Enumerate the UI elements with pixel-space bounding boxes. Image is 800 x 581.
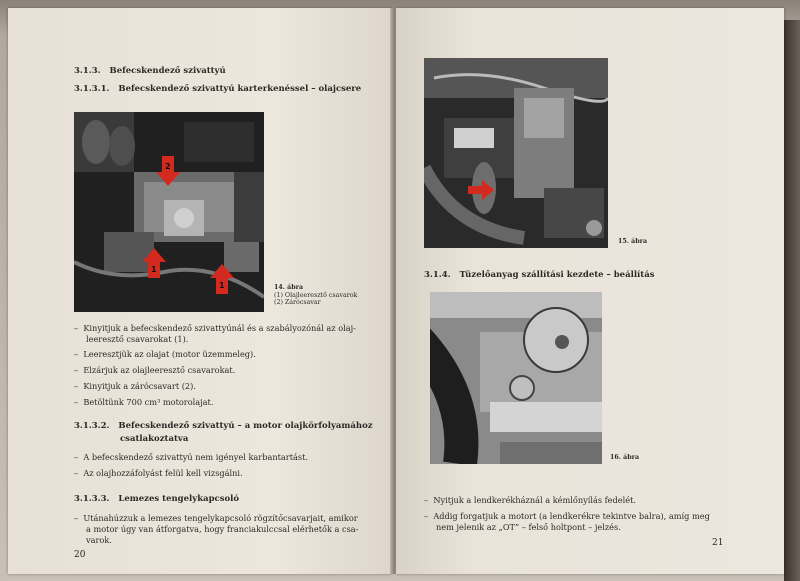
heading-3-1-4 xyxy=(424,270,655,280)
figure-14-caption-line: (1) Olajleeresztő csavarok xyxy=(274,292,358,299)
section-number: 3.1.3. xyxy=(74,66,101,76)
list-item: – Az olajhozzáfolyást felül kell vizsgálni. xyxy=(74,468,243,478)
arrow-number: 1 xyxy=(219,281,225,290)
list-item-continuation: leeresztő csavarokat (1). xyxy=(86,334,189,344)
right-page xyxy=(396,8,784,574)
heading-3-1-3-2 xyxy=(74,421,373,431)
heading-3-1-3-3 xyxy=(74,494,239,504)
list-item-text: Kinyitjuk a befecskendező szivattyúnál és a szabályozónál az olaj- xyxy=(83,323,356,333)
section-number: 3.1.4. xyxy=(424,270,451,280)
list-item: – Addig forgatjuk a motort (a lendkerékre tekintve balra), amíg meg xyxy=(424,511,710,521)
list-item-continuation: varok. xyxy=(86,535,112,545)
list-item-text: Utánahúzzuk a lemezes tengelykapcsoló rögzítőcsavarjait, amikor xyxy=(83,513,358,523)
figure-15-caption: 15. ábra xyxy=(618,238,648,245)
figure-16-photo xyxy=(430,292,602,464)
list-item-text: A befecskendező szivattyú nem igényel karbantartást. xyxy=(83,452,308,462)
page-number: 21 xyxy=(712,538,724,548)
section-title: Tüzelőanyag szállítási kezdete – beállítás xyxy=(459,270,655,280)
book-edge xyxy=(784,20,800,581)
figure-14-caption-title: 14. ábra xyxy=(274,284,304,291)
arrow-number: 2 xyxy=(165,162,171,171)
list-item: – Nyitjuk a lendkerékháznál a kémlőnyílás fedelét. xyxy=(424,495,636,505)
list-item-text: Leeresztjük az olajat (motor üzemmeleg). xyxy=(83,349,256,359)
list-item: – Elzárjuk az olajleeresztő csavarokat. xyxy=(74,365,236,375)
list-item-text: Az olajhozzáfolyást felül kell vizsgálni. xyxy=(83,468,243,478)
list-item-text: Elzárjuk az olajleeresztő csavarokat. xyxy=(83,365,236,375)
list-item-text: Betöltünk 700 cm³ motorolajat. xyxy=(83,397,214,407)
list-item-text: Addig forgatjuk a motort (a lendkerékre tekintve balra), amíg meg xyxy=(433,511,710,521)
list-item: – Kinyitjuk a zárócsavart (2). xyxy=(74,381,196,391)
list-item-continuation: nem jelenik az „OT” – felső holtpont – jelzés. xyxy=(436,522,621,532)
section-title-continuation: csatlakoztatva xyxy=(120,434,189,444)
figure-14-caption-line: (2) Zárócsavar xyxy=(274,299,321,306)
section-number: 3.1.3.2. xyxy=(74,421,110,431)
list-item-continuation: a motor úgy van átforgatva, hogy franciakulccsal elérhetők a csa- xyxy=(86,524,359,534)
list-item-text: Kinyitjuk a zárócsavart (2). xyxy=(83,381,196,391)
left-page xyxy=(8,8,392,574)
section-number: 3.1.3.3. xyxy=(74,494,110,504)
page-number: 20 xyxy=(74,550,86,560)
heading-3-1-3-1 xyxy=(74,84,361,94)
list-item: – A befecskendező szivattyú nem igényel karbantartást. xyxy=(74,452,308,462)
list-item: – Betöltünk 700 cm³ motorolajat. xyxy=(74,397,214,407)
arrow-number: 1 xyxy=(151,265,157,274)
list-item: – Leeresztjük az olajat (motor üzemmeleg). xyxy=(74,349,256,359)
heading-3-1-3 xyxy=(74,66,226,76)
list-item: – Kinyitjuk a befecskendező szivattyúnál és a szabályozónál az olaj- xyxy=(74,323,356,333)
section-title: Befecskendező szivattyú karterkenéssel – olajcsere xyxy=(118,84,362,94)
section-number: 3.1.3.1. xyxy=(74,84,110,94)
figure-14-photo xyxy=(74,112,264,312)
list-item-text: Nyitjuk a lendkerékháznál a kémlőnyílás fedelét. xyxy=(433,495,636,505)
section-title: Befecskendező szivattyú – a motor olajkörfolyamához xyxy=(118,421,373,431)
figure-15-photo xyxy=(424,58,608,248)
list-item: – Utánahúzzuk a lemezes tengelykapcsoló rögzítőcsavarjait, amikor xyxy=(74,513,358,523)
section-title: Lemezes tengelykapcsoló xyxy=(118,494,240,504)
figure-16-caption: 16. ábra xyxy=(610,454,640,461)
section-title: Befecskendező szivattyú xyxy=(109,66,226,76)
